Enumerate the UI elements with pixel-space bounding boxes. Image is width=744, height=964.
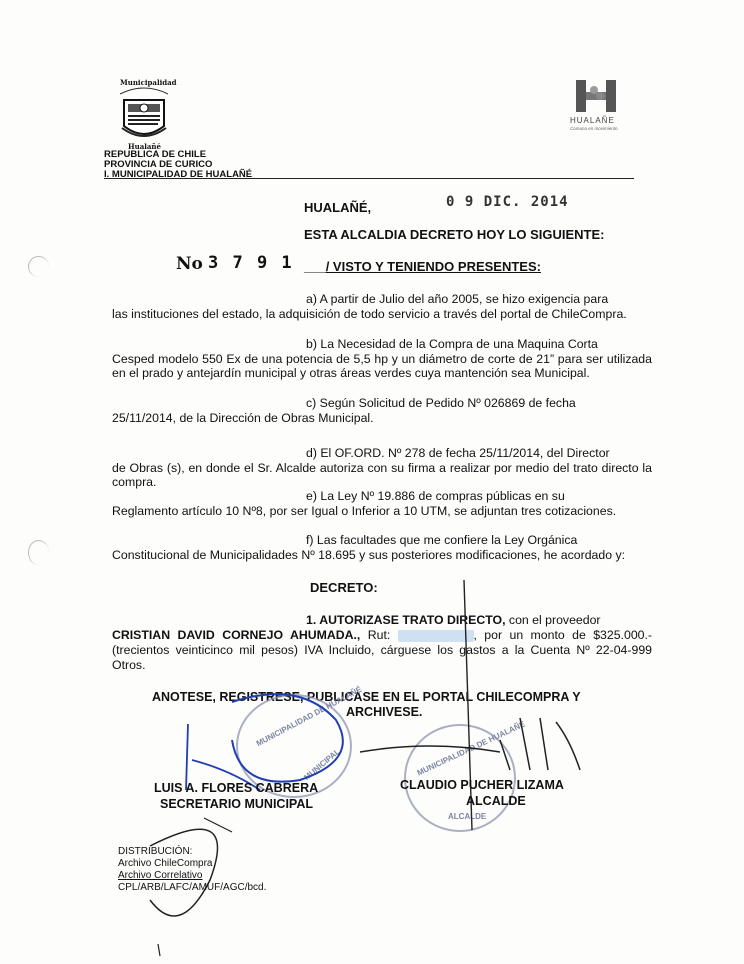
article-1-lead-tail: con el proveedor — [508, 613, 601, 627]
coat-of-arms-top-text: Municipalidad — [120, 78, 177, 87]
article-rut-redacted — [398, 630, 474, 642]
header-rule — [104, 178, 634, 179]
date-stamp: 0 9 DIC. 2014 — [446, 194, 569, 210]
article-1 — [112, 613, 652, 672]
decree-intro: ESTA ALCALDIA DECRETO HOY LO SIGUIENTE: — [304, 227, 605, 242]
header-municipalidad: I. MUNICIPALIDAD DE HUALAÑÉ — [104, 169, 253, 180]
considerando-a-lead: a) A partir de Julio del año 2005, se hizo exigencia para — [306, 292, 609, 306]
hualane-logo-tagline: Comuna en movimiento — [570, 126, 618, 131]
header-republica: REPUBLICA DE CHILE — [104, 149, 207, 160]
considerando-a-rest: las instituciones del estado, la adquisición de todo servicio a través del portal de ChileCompra. — [112, 306, 627, 321]
article-1-lead-bold: 1. AUTORIZASE TRATO DIRECTO, — [306, 613, 506, 627]
decree-number-prefix: No — [176, 254, 203, 274]
visto-text: / VISTO Y TENIENDO PRESENTES: — [325, 259, 541, 274]
closing-line-1: ANOTESE, REGISTRESE, PUBLICASE EN EL PORTAL CHILECOMPRA Y — [152, 690, 581, 704]
considerando-e-lead: e) La Ley Nº 19.886 de compras públicas en su — [306, 489, 565, 503]
considerando-e — [112, 489, 652, 518]
mayor-stamp-top: MUNICIPALIDAD DE HUALAÑÉ — [415, 719, 527, 778]
visto-heading — [304, 259, 541, 274]
distribution-title: DISTRIBUCIÓN: — [118, 846, 193, 857]
secretary-name: LUIS A. FLORES CABRERA — [154, 781, 319, 795]
article-rut-label: Rut: — [367, 627, 391, 642]
considerando-f-lead: f) Las facultades que me confiere la Ley Orgánica — [306, 533, 578, 547]
hualane-logo — [566, 78, 636, 138]
distribution-item-initials: CPL/ARB/LAFC/AMUF/AGC/bcd. — [118, 882, 267, 893]
considerando-c-lead: c) Según Solicitud de Pedido Nº 026869 de fecha — [306, 396, 576, 410]
distribution-item-correlativo: Archivo Correlativo — [118, 870, 203, 881]
secretary-stamp-bottom: MUNICIPAL — [302, 746, 342, 783]
mayor-stamp-bottom: ALCALDE — [448, 812, 487, 821]
hualane-logo-name: HUALAÑE — [570, 116, 615, 125]
secretary-title: SECRETARIO MUNICIPAL — [160, 797, 314, 811]
header-provincia: PROVINCIA DE CURICO — [104, 159, 213, 170]
place-name: HUALAÑÉ, — [304, 200, 372, 215]
article-1-lead — [112, 613, 652, 628]
considerando-b-lead: b) La Necesidad de la Compra de una Maquina Corta — [306, 337, 598, 351]
decree-number: 3 7 9 1 — [208, 253, 294, 273]
considerando-e-rest: Reglamento artículo 10 Nº8, por ser Igual o Inferior a 10 UTM, se adjuntan tres cotizaciones. — [112, 503, 617, 518]
considerando-c-rest: 25/11/2014, de la Dirección de Obras Municipal. — [112, 410, 374, 425]
considerando-d-lead: d) El OF.ORD. Nº 278 de fecha 25/11/2014, del Director — [306, 446, 610, 460]
considerando-b — [112, 337, 652, 381]
considerando-a — [112, 292, 652, 321]
mayor-name: CLAUDIO PUCHER LIZAMA — [400, 778, 564, 792]
considerando-f-rest: Constitucional de Municipalidades Nº 18.695 y sus posteriores modificaciones, he acordado y: — [112, 547, 626, 562]
decreto-title: DECRETO: — [310, 580, 378, 595]
mayor-title: ALCALDE — [466, 794, 526, 808]
article-amount-tail: , por un monto de — [473, 627, 586, 642]
considerando-d — [112, 446, 652, 490]
distribution-item-chilecompra: Archivo ChileCompra — [118, 858, 213, 869]
punch-hole-bottom — [28, 540, 49, 565]
coat-of-arms-bottom-text: Hualañé — [128, 142, 161, 151]
punch-hole-top — [28, 256, 49, 277]
article-provider: CRISTIAN DAVID CORNEJO AHUMADA., — [112, 627, 361, 642]
considerando-d-rest: de Obras (s), en donde el Sr. Alcalde autoriza con su firma a realizar por medio del trato directo la compra. — [112, 460, 652, 489]
closing-line-2: ARCHIVESE. — [346, 705, 423, 719]
secretary-stamp-top: MUNICIPALIDAD DE HUALAÑÉ — [254, 684, 364, 749]
considerando-c — [112, 396, 652, 425]
article-rest: $325.000.- (trecientos veinticinco mil pesos) IVA Incluido, cárguese los gastos a la Cuenta Nº 22-04-999 Otros. — [112, 627, 653, 672]
visto-blank: ___ — [304, 259, 326, 274]
municipal-coat-of-arms — [114, 78, 177, 152]
considerando-b-rest: Cesped modelo 550 Ex de una potencia de 5,5 hp y un diámetro de corte de 21” para ser utilizada en el prado y antejardín municipal y otras áreas verdes cuya mantención sea Municipal. — [112, 351, 652, 380]
considerando-f — [112, 533, 652, 562]
